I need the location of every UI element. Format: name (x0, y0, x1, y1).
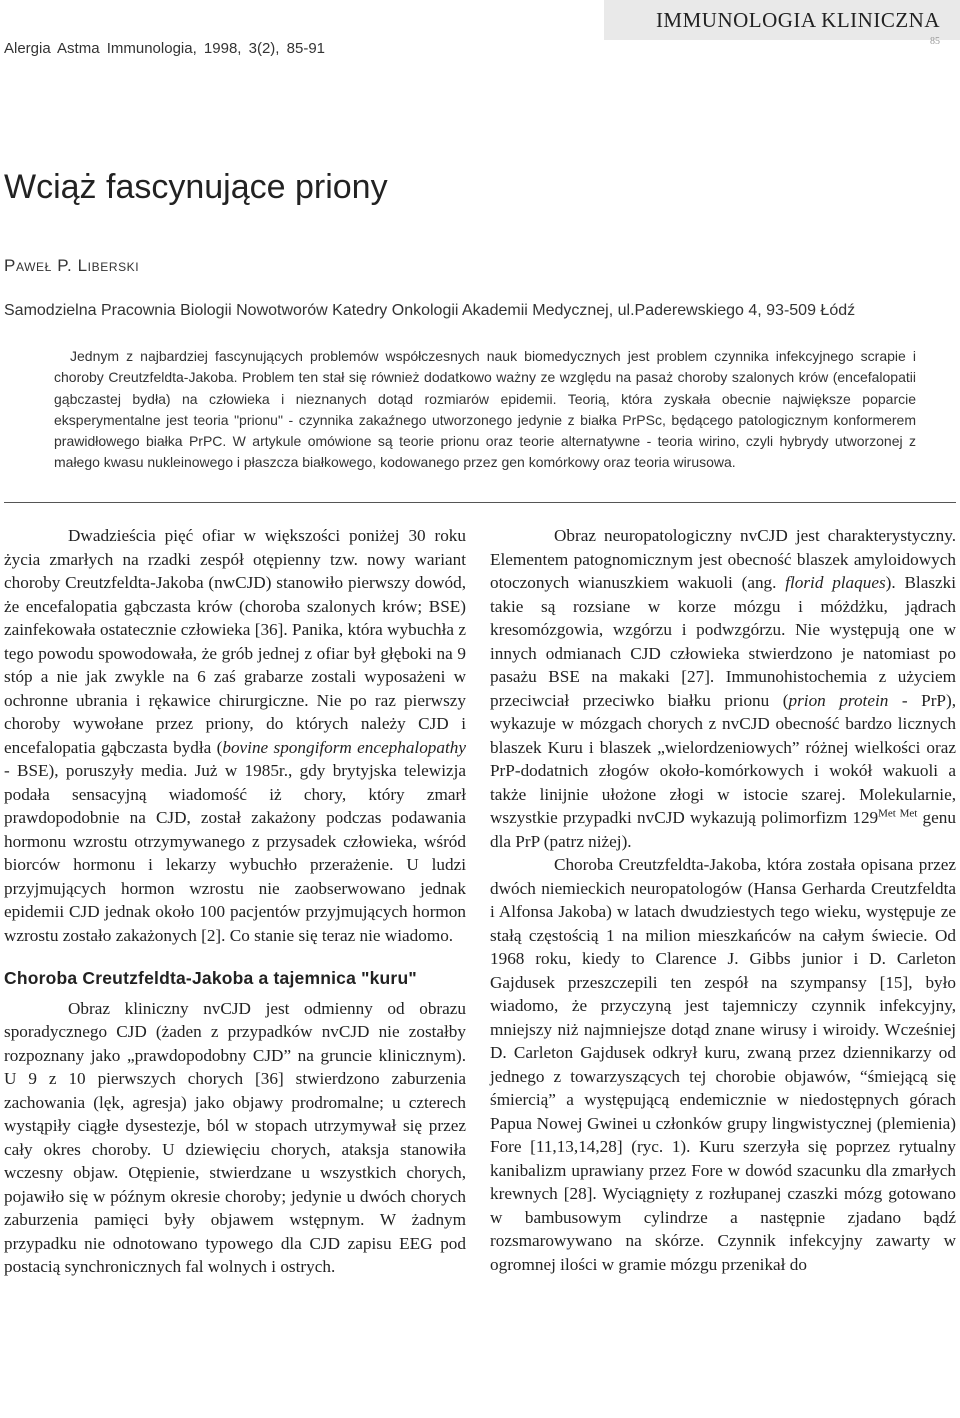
body-paragraph: Obraz neuropatologiczny nvCJD jest charakterystyczny. Elementem patognomicznym jest obecność blaszek amyloidowych otoczonych wianuszkiem wakuoli (ang. florid plaques). Blaszki takie są rozsiane w korze mózgu i móżdżku, jądrach kresomózgowia, wzgórzu i podwzgórzu. Nie występują one w innych odmianach CJD człowieka stwierdzono je natomiast po pasażu BSE na makaki [27]. Immunohistochemia z użyciem przeciwciał przeciwko białku prionu (prion protein - PrP), wykazuje w mózgach chorych z nvCJD obecność bardzo licznych blaszek Kuru i blaszek „wielordzeniowych” różnej wielkości oraz PrP-dodatnich złogów około-komórkowych i wokół wakuoli a także linijnie ułożone złogi w istocie szarej. Molekularnie, wszystkie przypadki nvCJD wykazują polimorfizm $129^{Met Met}$ genu dla PrP (patrz niżej). (490, 526, 957, 851)
body-paragraph: Choroba Creutzfeldta-Jakoba, która została opisana przez dwóch niemieckich neuropatologów (Hansa Gerharda Creutzfeldta i Alfonsa Jakoba) w latach dwudziestych tego wieku, występuje ze stałą częstością 1 na milion mieszkańców na całym świecie. Od 1968 roku, kiedy to Clarence J. Gibbs junior i D. Carleton Gajdusek przeszczepili ten zespół na szympansy [15], było wiadomo, że przyczyną jest tajemniczy czynnik infekcyjny, mniejszy niż najmniejsze dotąd znane wirusy i wiroidy. Wcześniej D. Carleton Gajdusek odkrył kuru, zwaną przez dziennikarzy od jednego z towarzyszących tej chorobie objawów, “śmiejącą się śmiercią” a występującą endemicznie w niedostępnych górach Papua Nowej Gwinei u członków grupy lingwistycznej (plemienia) Fore [11,13,14,28] (ryc. 1). Kuru szerzyła się poprzez rytualny kanibalizm uprawiany przez Fore w dowód szacunku dla zmarłych krewnych [28]. Wyciągnięty z rozłupanej czaszki mózg gotowano w bambusowym cylindrze a następnie zjadano bądź rozsmarowywano na skórze. Czynnik infekcyjny zawarty w ogromnej ilości w gramie mózgu przenikał do (490, 855, 956, 1274)
article-abstract: Jednym z najbardziej fascynujących problemów współczesnych nauk biomedycznych jest problem czynnika infekcyjnego scrapie i choroby Creutzfeldta-Jakoba. Problem ten stał się również dodatkowo ważny ze względu na pasaż choroby szalonych krów (encefalopatii gąbczastej bydła) na człowieka i nieznanych dotąd rozmiarów epidemii. Teorią, która zyskała obecnie największe poparcie eksperymentalne jest teoria "prionu" - czynnika zakaźnego utworzonego jedynie z białka PrPSc, będącego patologicznym konformerem prawidłowego białka PrPC. W artykule omówione są teorie prionu oraz teorie alternatywne - teoria wirino, czyli hybrydy utworzonej z małego kwasu nukleinowego i płaszcza białkowego, kodowanego przez gen komórkowy oraz teoria wirusowa. (54, 348, 916, 471)
section-header-band (604, 0, 960, 40)
article-affiliation: Samodzielna Pracownia Biologii Nowotworów Katedry Onkologii Akademii Medycznej, ul.Paderewskiego 4, 93-509 Łódź (4, 302, 856, 319)
section-label: IMMUNOLOGIA KLINICZNA (655, 8, 940, 32)
body-paragraph: Obraz kliniczny nvCJD jest odmienny od obrazu sporadycznego CJD (żaden z przypadków nvCJD nie zostałby rozpoznany jako „prawdopodobny CJD” na gruncie klinicznym). U 9 z 10 pierwszych chorych [36] stwierdzono zaburzenia zachowania (lęk, agresja) jako objawy prodromalne; u czterech wystąpiły ciągłe dysestezje, ból w stopach utrzymywał się przez cały okres choroby. U dziewięciu chorych, ataksja stanowiła wczesny objaw. Otępienie, stwierdzane u wszystkich chorych, pojawiło się w późnym okresie choroby; jedynie u dwóch chorych zaburzenia pamięci były objawem wstępnym. W żadnym przypadku nie odnotowano typowego dla CJD zapisu EEG pod postacią synchronicznych fal wolnych i ostrych. (4, 998, 466, 1276)
page-number: 85 (930, 36, 940, 47)
body-paragraph: Dwadzieścia pięć ofiar w większości poniżej 30 roku życia zmarłych na rzadki zespół otępienny tzw. nowy wariant choroby Creutzfeldta-Jakoba (nwCJD) stanowiło pierwszy dowód, że encefalopatia gąbczasta krów (choroba szalonych krów; BSE) zainfekowała ostatecznie człowieka [36]. Panika, która wybuchła z tego powodu spowodowała, że grób jednej z ofiar był głęboki na 9 stóp a nie jak zwykle na 6 zaś grabarze zostali wyposażeni w ochronne ubrania i rękawice chirurgiczne. Nie po raz pierwszy choroby wywołane przez priony, do których należy CJD i encefalopatia gąbczasta bydła (bovine spongiform encephalopathy - BSE), poruszyły media. Już w 1985r., gdy brytyjska telewizja podała sensacyjną wiadomość iż chory, który zmarł prawdopodobnie na CJD, został zakażony podczas podawania hormonu wzrostu otrzymywanego z przysadek człowieka, wśród biorców hormonu i lekarzy wybuchło przerażenie. U ludzi przyjmujących hormon wzrostu nie zaobserwowano jednak epidemii CJD jednak około 100 pacjentów przyjmujących hormon wzrostu zostało zakażonych [2]. Co stanie się teraz nie wiadomo. (4, 526, 466, 945)
article-author: Paweł P. Liberski (4, 256, 140, 275)
section-heading: Choroba Creutzfeldta-Jakoba a tajemnica "kuru" (4, 968, 417, 988)
right-column (490, 524, 956, 1276)
article-title: Wciąż fascynujące priony (4, 168, 388, 206)
left-column (4, 524, 466, 1279)
abstract-divider (4, 502, 956, 503)
journal-reference: Alergia Astma Immunologia, 1998, 3(2), 85-91 (4, 40, 325, 57)
